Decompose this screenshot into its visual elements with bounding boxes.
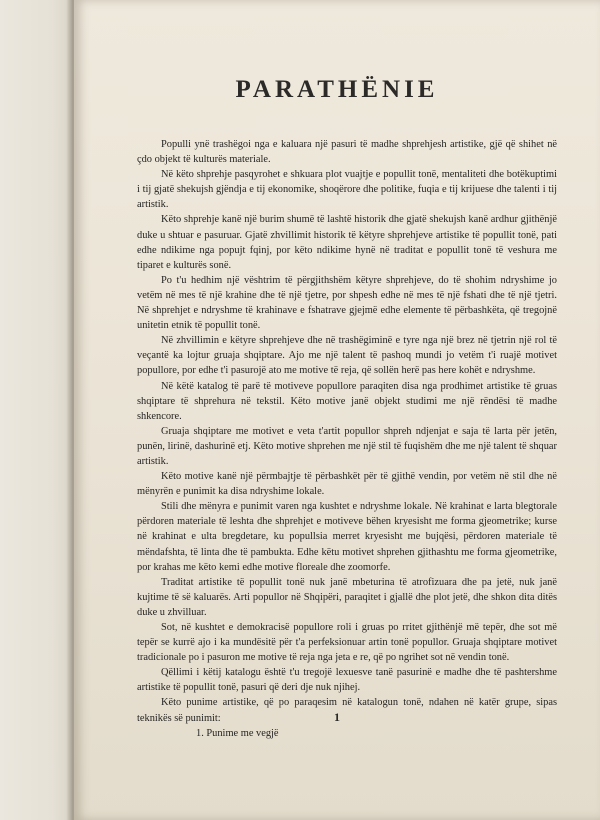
paragraph: Stili dhe mënyra e punimit varen nga kushtet e ndryshme lokale. Në krahinat e larta blegtorale përdoren materiale të leshta dhe shprehjet e motiveve bëhen kryesisht me forma gjeometrike; kurse në krahinat e ulta bregdetare, ku popullsia merret kryesisht me bujqësi, përdoren materiale të mëndafshta, të linta dhe të pambukta. Edhe këtu motivet shprehen gjithashtu me forma gjeometrike, por krahas me këto kemi edhe motive floreale dhe zoomorfe. — [137, 501, 557, 573]
paragraph: Këto motive kanë një përmbajtje të përbashkët për të gjithë vendin, por vetëm në stil dhe në mënyrën e punimit ka disa ndryshime lokale. — [137, 471, 557, 498]
paragraph: Po t'u hedhim një vështrim të përgjithshëm këtyre shprehjeve, do të shohim ndryshime jo vetëm në mes të një krahine dhe të një tjetre, por shpesh edhe në mes të një fshati dhe të një tjetri. Në shprehjet e ndryshme të krahinave e fshatrave gjejmë edhe elemente të përbashkëta, që tregojnë unitetin etnik të popullit tonë. — [137, 274, 557, 332]
paragraph: Populli ynë trashëgoi nga e kaluara një pasuri të madhe shprehjesh artistike, gjë që shihet në çdo objekt të kulturës materiale. — [137, 139, 557, 166]
paragraph: Gruaja shqiptare me motivet e veta t'artit popullor shpreh ndjenjat e saja të larta për jetën, punën, lirinë, dashurinë etj. Këto motive shprehen me një stil të fuqishëm dhe me një talent të shquar artistik. — [137, 425, 557, 467]
paragraph: Në zhvillimin e këtyre shprehjeve dhe në trashëgiminë e tyre nga një brez në tjetrin një rol të veçantë ka lojtur gruaja shqiptare. Ajo me një talent të pashoq mundi jo vetëm t'i ruajë motivet popullore, por edhe t'i pasurojë ato me motive të reja, që sollën herë pas here kohët e ndryshme. — [137, 335, 557, 377]
page-number: 1 — [334, 710, 340, 724]
list-item: 1. Punime me vegjë — [196, 727, 279, 739]
paragraph: Sot, në kushtet e demokracisë popullore roli i gruas po rritet gjithënjë më tepër, dhe sot më tepër se kurrë ajo i ka mundësitë për t'a perfeksionuar artin tonë popullor. Gruaja shqiptare motivet tradicionale po i pasuron me motive të reja nga jeta e re, që po ngrihet sot në vendin tonë. — [137, 622, 557, 664]
book-page — [74, 0, 600, 820]
left-page-edge — [0, 0, 74, 820]
page-body — [137, 137, 557, 741]
paragraph: Në këto shprehje pasqyrohet e shkuara plot vuajtje e popullit tonë, mentaliteti dhe botëkuptimi i tij gjatë shekujsh gjëndja e tij ekonomike, shoqërore dhe politike, fuqia e tij krijuese dhe talenti i tij artistik. — [137, 169, 557, 211]
paragraph: Këto punime artistike, që po paraqesim në katalogun tonë, ndahen në katër grupe, sipas teknikës së punimit: — [137, 697, 557, 724]
paragraph: Traditat artistike të popullit tonë nuk janë mbeturina të atrofizuara dhe pa jetë, nuk janë kujtime të së kaluarës. Arti popullor në Shqipëri, paraqitet i gjallë dhe plot jetë, dhe shkon dita ditës duke u zhvilluar. — [137, 576, 557, 618]
paragraph: Në këtë katalog të parë të motiveve popullore paraqiten disa nga prodhimet artistike të gruas shqiptare të shprehura në tekstil. Këto motive janë objekt studimi me një rëndësi të madhe shkencore. — [137, 380, 557, 422]
page-title: PARATHËNIE — [235, 76, 439, 103]
paragraph: Qëllimi i këtij katalogu është t'u tregojë lexuesve tanë pasurinë e madhe dhe të pashtershme artistike të popullit tonë, pasuri që deri dje nuk njihej. — [137, 667, 557, 694]
paragraph: Këto shprehje kanë një burim shumë të lashtë historik dhe gjatë shekujsh kanë ardhur gjithënjë duke u shtuar e pasuruar. Gjatë zhvillimit historik të këtyre shprehjeve artistike të popullit tonë, pati edhe ndikime nga popujt fqinj, por këto ndikime hynë në traditat e popullit tonë të veshura me tiparet e kulturës sonë. — [137, 214, 557, 271]
